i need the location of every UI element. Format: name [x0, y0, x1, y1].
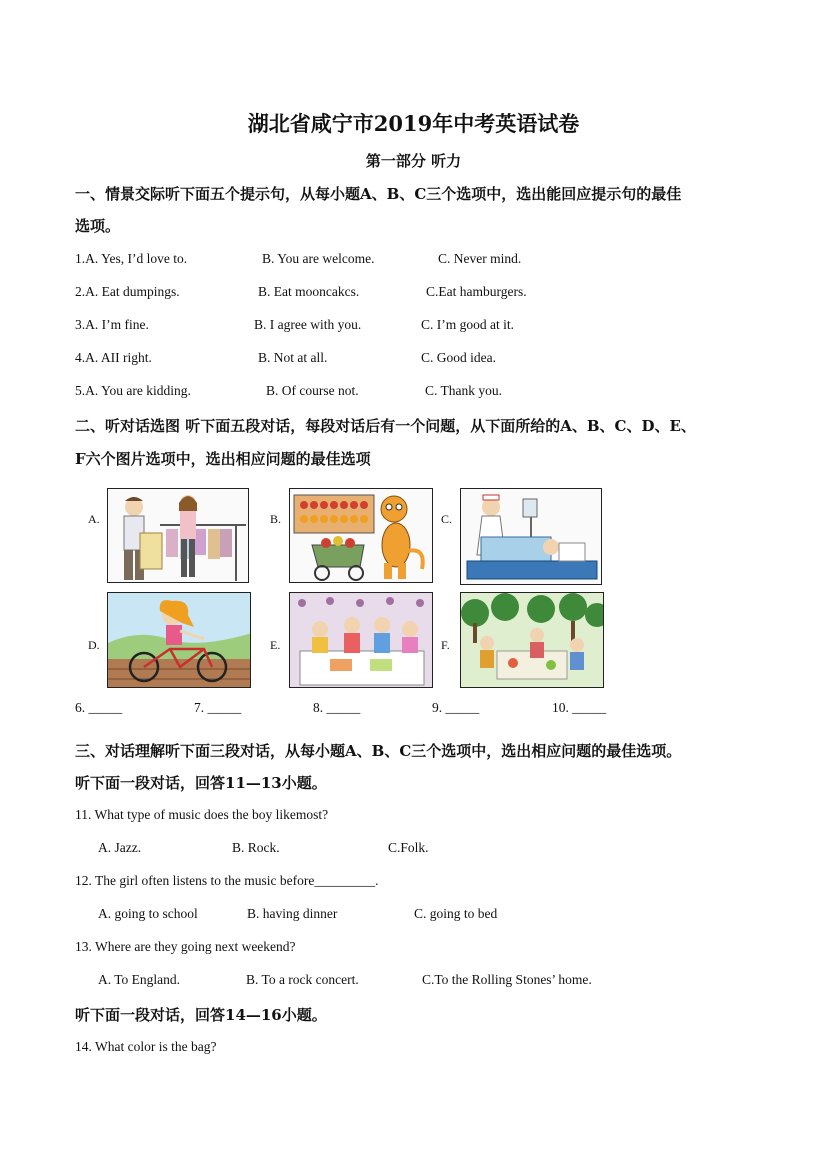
option-c: C. Thank you.	[425, 383, 502, 398]
option-a: 2.A. Eat dumpings.	[75, 284, 180, 299]
blank-8[interactable]: 8. _____	[313, 700, 361, 715]
option-c: C. Never mind.	[438, 251, 522, 266]
section3-heading: 三、对话理解听下面三段对话，从每小题A、B、C三个选项中，选出相应问题的最佳选项。	[75, 742, 682, 760]
section2-heading-line1: 二、听对话选图 听下面五段对话，每段对话后有一个问题，从下面所给的A、B、C、D、E、	[75, 417, 696, 435]
option-b: B. I agree with you.	[254, 317, 362, 332]
question-12-option-a: A. going to school	[98, 906, 198, 921]
question-14-stem: 14. What color is the bag?	[75, 1039, 217, 1054]
picture-f-picnic	[460, 592, 604, 688]
picture-label-e: E.	[270, 638, 281, 652]
question-11-option-b: B. Rock.	[232, 840, 280, 855]
option-c: C.Eat hamburgers.	[426, 284, 527, 299]
question-11-stem: 11. What type of music does the boy likemost?	[75, 807, 329, 822]
section3-subheading-1: 听下面一段对话，回答11—13小题。	[75, 774, 327, 792]
section3-subheading-2: 听下面一段对话，回答14—16小题。	[75, 1006, 327, 1024]
picture-label-b: B.	[270, 512, 282, 526]
question-13-option-c: C.To the Rolling Stones’ home.	[422, 972, 592, 987]
blank-7[interactable]: 7. _____	[194, 700, 242, 715]
picture-label-f: F.	[441, 638, 450, 652]
question-12-option-b: B. having dinner	[247, 906, 338, 921]
section2-heading-line2: F六个图片选项中，选出相应问题的最佳选项	[75, 450, 371, 468]
question-11-option-c: C.Folk.	[388, 840, 429, 855]
picture-label-d: D.	[88, 638, 100, 652]
page-title: 湖北省咸宁市2019年中考英语试卷	[247, 111, 580, 136]
question-12-stem: 12. The girl often listens to the music before_________.	[75, 873, 379, 888]
picture-a-clothes-shop	[107, 488, 249, 583]
option-a: 4.A. AII right.	[75, 350, 152, 365]
picture-label-c: C.	[441, 512, 453, 526]
part-subtitle: 第一部分 听力	[365, 152, 462, 170]
picture-d-girl-cycling	[107, 592, 251, 688]
picture-label-a: A.	[88, 512, 100, 526]
blank-6[interactable]: 6. _____	[75, 700, 123, 715]
option-c: C. Good idea.	[421, 350, 496, 365]
option-a: 3.A. I’m fine.	[75, 317, 149, 332]
option-a: 1.A. Yes, I’d love to.	[75, 251, 188, 266]
question-12-option-c: C. going to bed	[414, 906, 498, 921]
question-11-option-a: A. Jazz.	[98, 840, 142, 855]
option-a: 5.A. You are kidding.	[75, 383, 191, 398]
picture-e-party	[289, 592, 433, 688]
option-b: B. Eat mooncakcs.	[258, 284, 360, 299]
option-b: B. Not at all.	[258, 350, 328, 365]
picture-c-nurse-patient	[460, 488, 602, 585]
section1-heading-line1: 一、情景交际听下面五个提示句，从每小题A、B、C三个选项中，选出能回应提示句的最佳	[75, 185, 682, 203]
section1-heading-line2: 选项。	[75, 217, 121, 235]
option-c: C. I’m good at it.	[421, 317, 514, 332]
picture-b-fruit-cart-cat	[289, 488, 433, 583]
blank-9[interactable]: 9. _____	[432, 700, 480, 715]
question-13-option-a: A. To England.	[98, 972, 181, 987]
question-13-stem: 13. Where are they going next weekend?	[75, 939, 296, 954]
option-b: B. You are welcome.	[262, 251, 375, 266]
question-13-option-b: B. To a rock concert.	[246, 972, 359, 987]
blank-10[interactable]: 10. _____	[552, 700, 606, 715]
option-b: B. Of course not.	[266, 383, 359, 398]
